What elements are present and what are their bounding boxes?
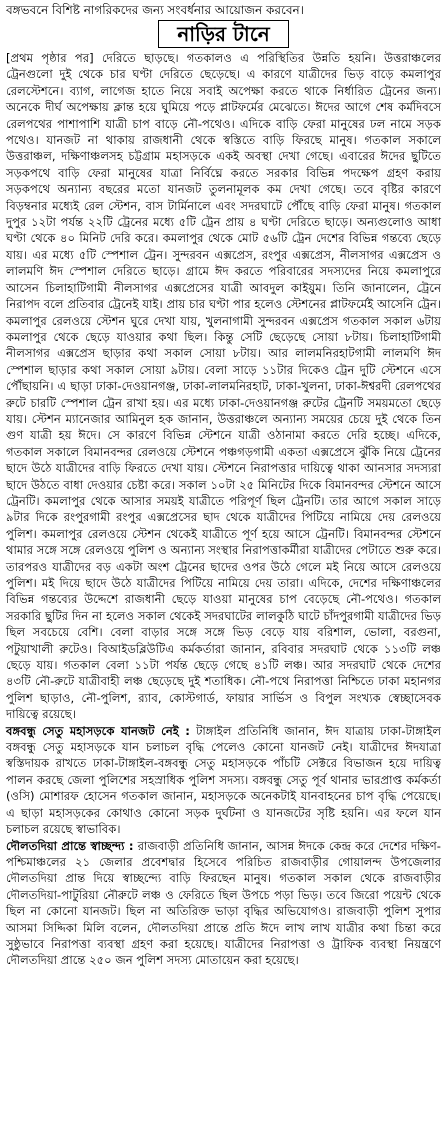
section-daulatdia-text: রাজবাড়ী প্রতিনিধি জানান, আসন্ন ঈদকে কেন্দ্র করে দেশের দক্ষিণ-পশ্চিমাঞ্চলের ২১ জেলার প্রবেশদ্বার হিসেবে পরিচিত রাজবাড়ীর গোয়ালন্দ উপজেলার দৌলতদিয়া প্রান্ত দিয়ে স্বাচ্ছন্দ্যে বাড়ি ফিরছেন মানুষ। গতকাল সকাল থেকে রাজবাড়ীর দৌলতদিয়া-পাটুরিয়া নৌরুটে লঞ্চ ও ফেরিতে ছিল উপচে পড়া ভিড়। তবে জিরো পয়েন্ট থেকে ছিল না কোনো যানজট। ছিল না অতিরিক্ত ভাড়া বৃদ্ধির অভিযোগও। রাজবাড়ী পুলিশ সুপার আসমা সিদ্দিকা মিলি বলেন, দৌলতদিয়া প্রান্তে প্রতি ঈদে লাখ লাখ যাত্রীর কথা চিন্তা করে সুষ্ঠুভাবে নিরাপত্তা ব্যবস্থা গ্রহণ করা হয়েছে। যাত্রীদের নিরাপত্তা ও ট্রাফিক ব্যবস্থা নিয়ন্ত্রণে দৌলতদিয়া প্রান্তে ২৫০ জন পুলিশ সদস্য মোতায়েন করা হয়েছে। (6, 838, 441, 968)
lead-paragraph (6, 50, 441, 723)
article-body (6, 50, 441, 969)
section-bangabandhu (6, 723, 441, 838)
intro-line: বঙ্গভবনে বিশিষ্ট নাগরিকদের জন্য সংবর্ধনার আয়োজন করবেন। (6, 3, 304, 17)
section-daulatdia-heading: দৌলতদিয়া প্রান্তে স্বাচ্ছন্দ্য : (6, 838, 134, 853)
headline-row (6, 20, 441, 48)
lead-text: দেরিতে ছাড়ছে। গতকালও এ পরিস্থিতির উন্নতি হয়নি। উত্তরাঞ্চলের ট্রেনগুলো দুই থেকে চার ঘণ্টা দেরিতে ছেড়েছে। এ কারণে যাত্রীদের ভিড় বাড়ে কমলাপুর রেলস্টেশনে। ব্যাগ, লাগেজ হাতে নিয়ে সবাই অপেক্ষা করতে থাকে নির্ধারিত ট্রেনের জন্য। অনেকে দীর্ঘ অপেক্ষায় ক্লান্ত হয়ে ঘুমিয়ে পড়ে প্লাটফর্মের মেঝেতে। ঈদের আগে শেষ কর্মদিবসে রেলপথের পাশাপাশি যাত্রী চাপ বাড়ে নৌ-পথেও। এদিকে বাড়ি ফেরা মানুষের ঢল নামে সড়ক পথেও। যানজট না থাকায় রাজধানী থেকে স্বস্তিতে বাড়ি ফিরছে মানুষ। গতকাল সকালে উত্তরাঞ্চল, দক্ষিণাঞ্চলসহ চট্টগ্রাম মহাসড়কে একই অবস্থা দেখা গেছে। এবারের ঈদের ছুটিতে সড়কপথে বাড়ি ফেরা মানুষের যাত্রা নির্বিঘ্নে করতে সরকার বিভিন্ন পদক্ষেপ গ্রহণ করায় সড়কপথে অন্যান্য বছরের মতো যানজট তুলনামূলক কম দেখা গেছে। তবে বৃষ্টির কারণে বিড়ম্বনার মধ্যেই রেল স্টেশন, বাস টার্মিনালে এবং সদরঘাটে পৌঁছে বাড়ি ফেরা মানুষ। গতকাল দুপুর ১২টা পর্যন্ত ২২টি ট্রেনের মধ্যে ৫টি ট্রেন প্রায় ৪ ঘণ্টা দেরিতে ছাড়ে। অন্যগুলোও আধা ঘণ্টা থেকে ৪০ মিনিট দেরি করে। কমলাপুর থেকে মোট ৫৬টি ট্রেন দেশের বিভিন্ন গন্তব্যে ছেড়ে যায়। এর মধ্যে ৫টি স্পেশাল ট্রেন। সুন্দরবন এক্সপ্রেস, রংপুর এক্সপ্রেস, নীলসাগর এক্সপ্রেস ও লালমণি ঈদ স্পেশাল দেরিতে ছাড়ে। গ্রামে ঈদ করতে পরিবারের সদস্যদের নিয়ে কমলাপুরে আসেন চিলাহাটিগামী নীলসাগর এক্সপ্রেসের যাত্রী আবদুল কাইয়ুম। তিনি জানালেন, ট্রেনে নিরাপদ বলে প্রতিবার ট্রেনেই যাই। প্রায় চার ঘণ্টা পার হলেও স্টেশনের প্লাটফর্মেই আসেনি ট্রেন। কমলাপুর রেলওয়ে স্টেশন ঘুরে দেখা যায়, খুলনাগামী সুন্দরবন এক্সপ্রেস গতকাল সকাল ৬টায় কমলাপুর থেকে ছেড়ে যাওয়ার কথা ছিল। কিন্তু সেটি ছেড়েছে সোয়া ৮টায়। চিলাহাটিগামী নীলসাগর এক্সপ্রেস ছাড়ার কথা সকাল সোয়া ৮টায়। আর লালমনিরহাটগামী লালমণি ঈদ স্পেশাল ছাড়ার কথা সকাল সোয়া ৯টায়। বেলা সাড়ে ১১টার দিকেও ট্রেন দুটি স্টেশনে এসে পৌঁছায়নি। এ ছাড়া ঢাকা-দেওয়ানগঞ্জ, ঢাকা-লালমনিরহাট, ঢাকা-খুলনা, ঢাকা-ঈশ্বরদী রেলপথের রুটে চারটি স্পেশাল ট্রেন রাখা হয়। এর মধ্যে ঢাকা-দেওয়ানগঞ্জ রুটের ট্রেনটি সময়মতো ছেড়ে যায়। স্টেশন ম্যানেজার আমিনুল হক জানান, উত্তরাঞ্চলে অন্যান্য সময়ের চেয়ে দুই থেকে তিন গুণ যাত্রী হয় ঈদে। সে কারণে বিভিন্ন স্টেশনে যাত্রী ওঠানামা করতে দেরি হচ্ছে। এদিকে, গতকাল সকালে বিমানবন্দর রেলওয়ে স্টেশনে পঞ্চগড়গামী একতা এক্সপ্রেসে ঝুঁকি নিয়ে ট্রেনের ছাদে উঠে যাত্রীদের বাড়ি ফিরতে দেখা যায়। স্টেশনে নিরাপত্তার দায়িত্বে থাকা আনসার সদস্যরা ছাদে উঠতে বাধা দেওয়ার চেষ্টা করে। সকাল ১০টা ২৫ মিনিটের দিকে বিমানবন্দর স্টেশনে আসে ট্রেনটি। কমলাপুর থেকে আসার সময়ই যাত্রীতে পরিপূর্ণ ছিল ট্রেনটি। তার আগে সকাল সাড়ে ৯টার দিকে রংপুরগামী রংপুর এক্সপ্রেসের ছাদ থেকে যাত্রীদের পিটিয়ে নামিয়ে দেয় রেলওয়ে পুলিশ। কমলাপুর রেলওয়ে স্টেশন থেকেই যাত্রীতে পূর্ণ হয়ে আসে ট্রেনটি। বিমানবন্দর স্টেশনে থামার সঙ্গে সঙ্গে রেলওয়ে পুলিশ ও অন্যান্য সংস্থার নিরাপত্তাকর্মীরা যাত্রীদের পেটাতে শুরু করে। তারপরও যাত্রীদের বড় একটা অংশ ট্রেনের ছাদের ওপর উঠে গেলে মই নিয়ে আসে রেলওয়ে পুলিশ। মই দিয়ে ছাদে উঠে যাত্রীদের পিটিয়ে নামিয়ে দেয় তারা। এদিকে, দেশের দক্ষিণাঞ্চলের বিভিন্ন গন্তব্যের উদ্দেশে রাজধানী ছেড়ে যাওয়া মানুষের চাপ বেড়েছে নৌ-পথেও। গতকাল সরকারি ছুটির দিন না হলেও সকাল থেকেই সদরঘাটের লালকুঠি ঘাটে চাঁদপুরগামী যাত্রীদের ভিড় ছিল সবচেয়ে বেশি। বেলা বাড়ার সঙ্গে সঙ্গে ভিড় বেড়ে যায় বরিশাল, ভোলা, বরগুনা, পটুয়াখালী রুটেও। বিআইডব্লিউটিএ কর্মকর্তারা জানান, রবিবার সদরঘাট থেকে ১১৩টি লঞ্চ ছেড়ে যায়। গতকাল বেলা ১১টা পর্যন্ত ছেড়ে গেছে ৪১টি লঞ্চ। আর সদরঘাট থেকে দেশের ৪৩টি নৌ-রুটে যাত্রীবাহী লঞ্চ ছেড়েছে দুই শতাধিক। নৌ-পথে নিরাপত্তা নিশ্চিতে ঢাকা মহানগর পুলিশ ছাড়াও, নৌ-পুলিশ, র‌্যাব, কোস্টগার্ড, ফায়ার সার্ভিস ও বিপুল সংখ্যক স্বেচ্ছাসেবক দায়িত্বে রয়েছে। (6, 51, 441, 722)
section-bangabandhu-text: টাঙ্গাইল প্রতিনিধি জানান, ঈদ যাত্রায় ঢাকা-টাঙ্গাইল বঙ্গবন্ধু সেতু মহাসড়কে যান চলাচল বৃদ্ধি পেলেও কোনো যানজট নেই। যাত্রীদের ঈদযাত্রা স্বস্তিদায়ক রাখতে ঢাকা-টাঙ্গাইল-বঙ্গবন্ধু সেতু মহাসড়কে পাঁচটি সেক্টরে বিভাজন হয়ে দায়িত্ব পালন করছে জেলা পুলিশের সহস্রাধিক পুলিশ সদস্য। বঙ্গবন্ধু সেতু পূর্ব থানার ভারপ্রাপ্ত কর্মকর্তা (ওসি) মোশারফ হোসেন গতকাল জানান, মহাসড়কে অনেকটাই যানবাহনের চাপ বৃদ্ধি পেয়েছে। এ ছাড়া মহাসড়কের কোথাও কোনো সড়ক দুর্ঘটনা ও যানজটের সৃষ্টি হয়নি। এর ফলে যান চলাচল রয়েছে স্বাভাবিক। (6, 723, 441, 837)
section-bangabandhu-heading: বঙ্গবন্ধু সেতু মহাসড়কে যানজট নেই : (6, 723, 190, 738)
headline: নাড়ির টানে (158, 20, 288, 48)
lead-tag: [প্রথম পৃষ্ঠার পর] (6, 51, 94, 65)
section-daulatdia (6, 838, 441, 969)
